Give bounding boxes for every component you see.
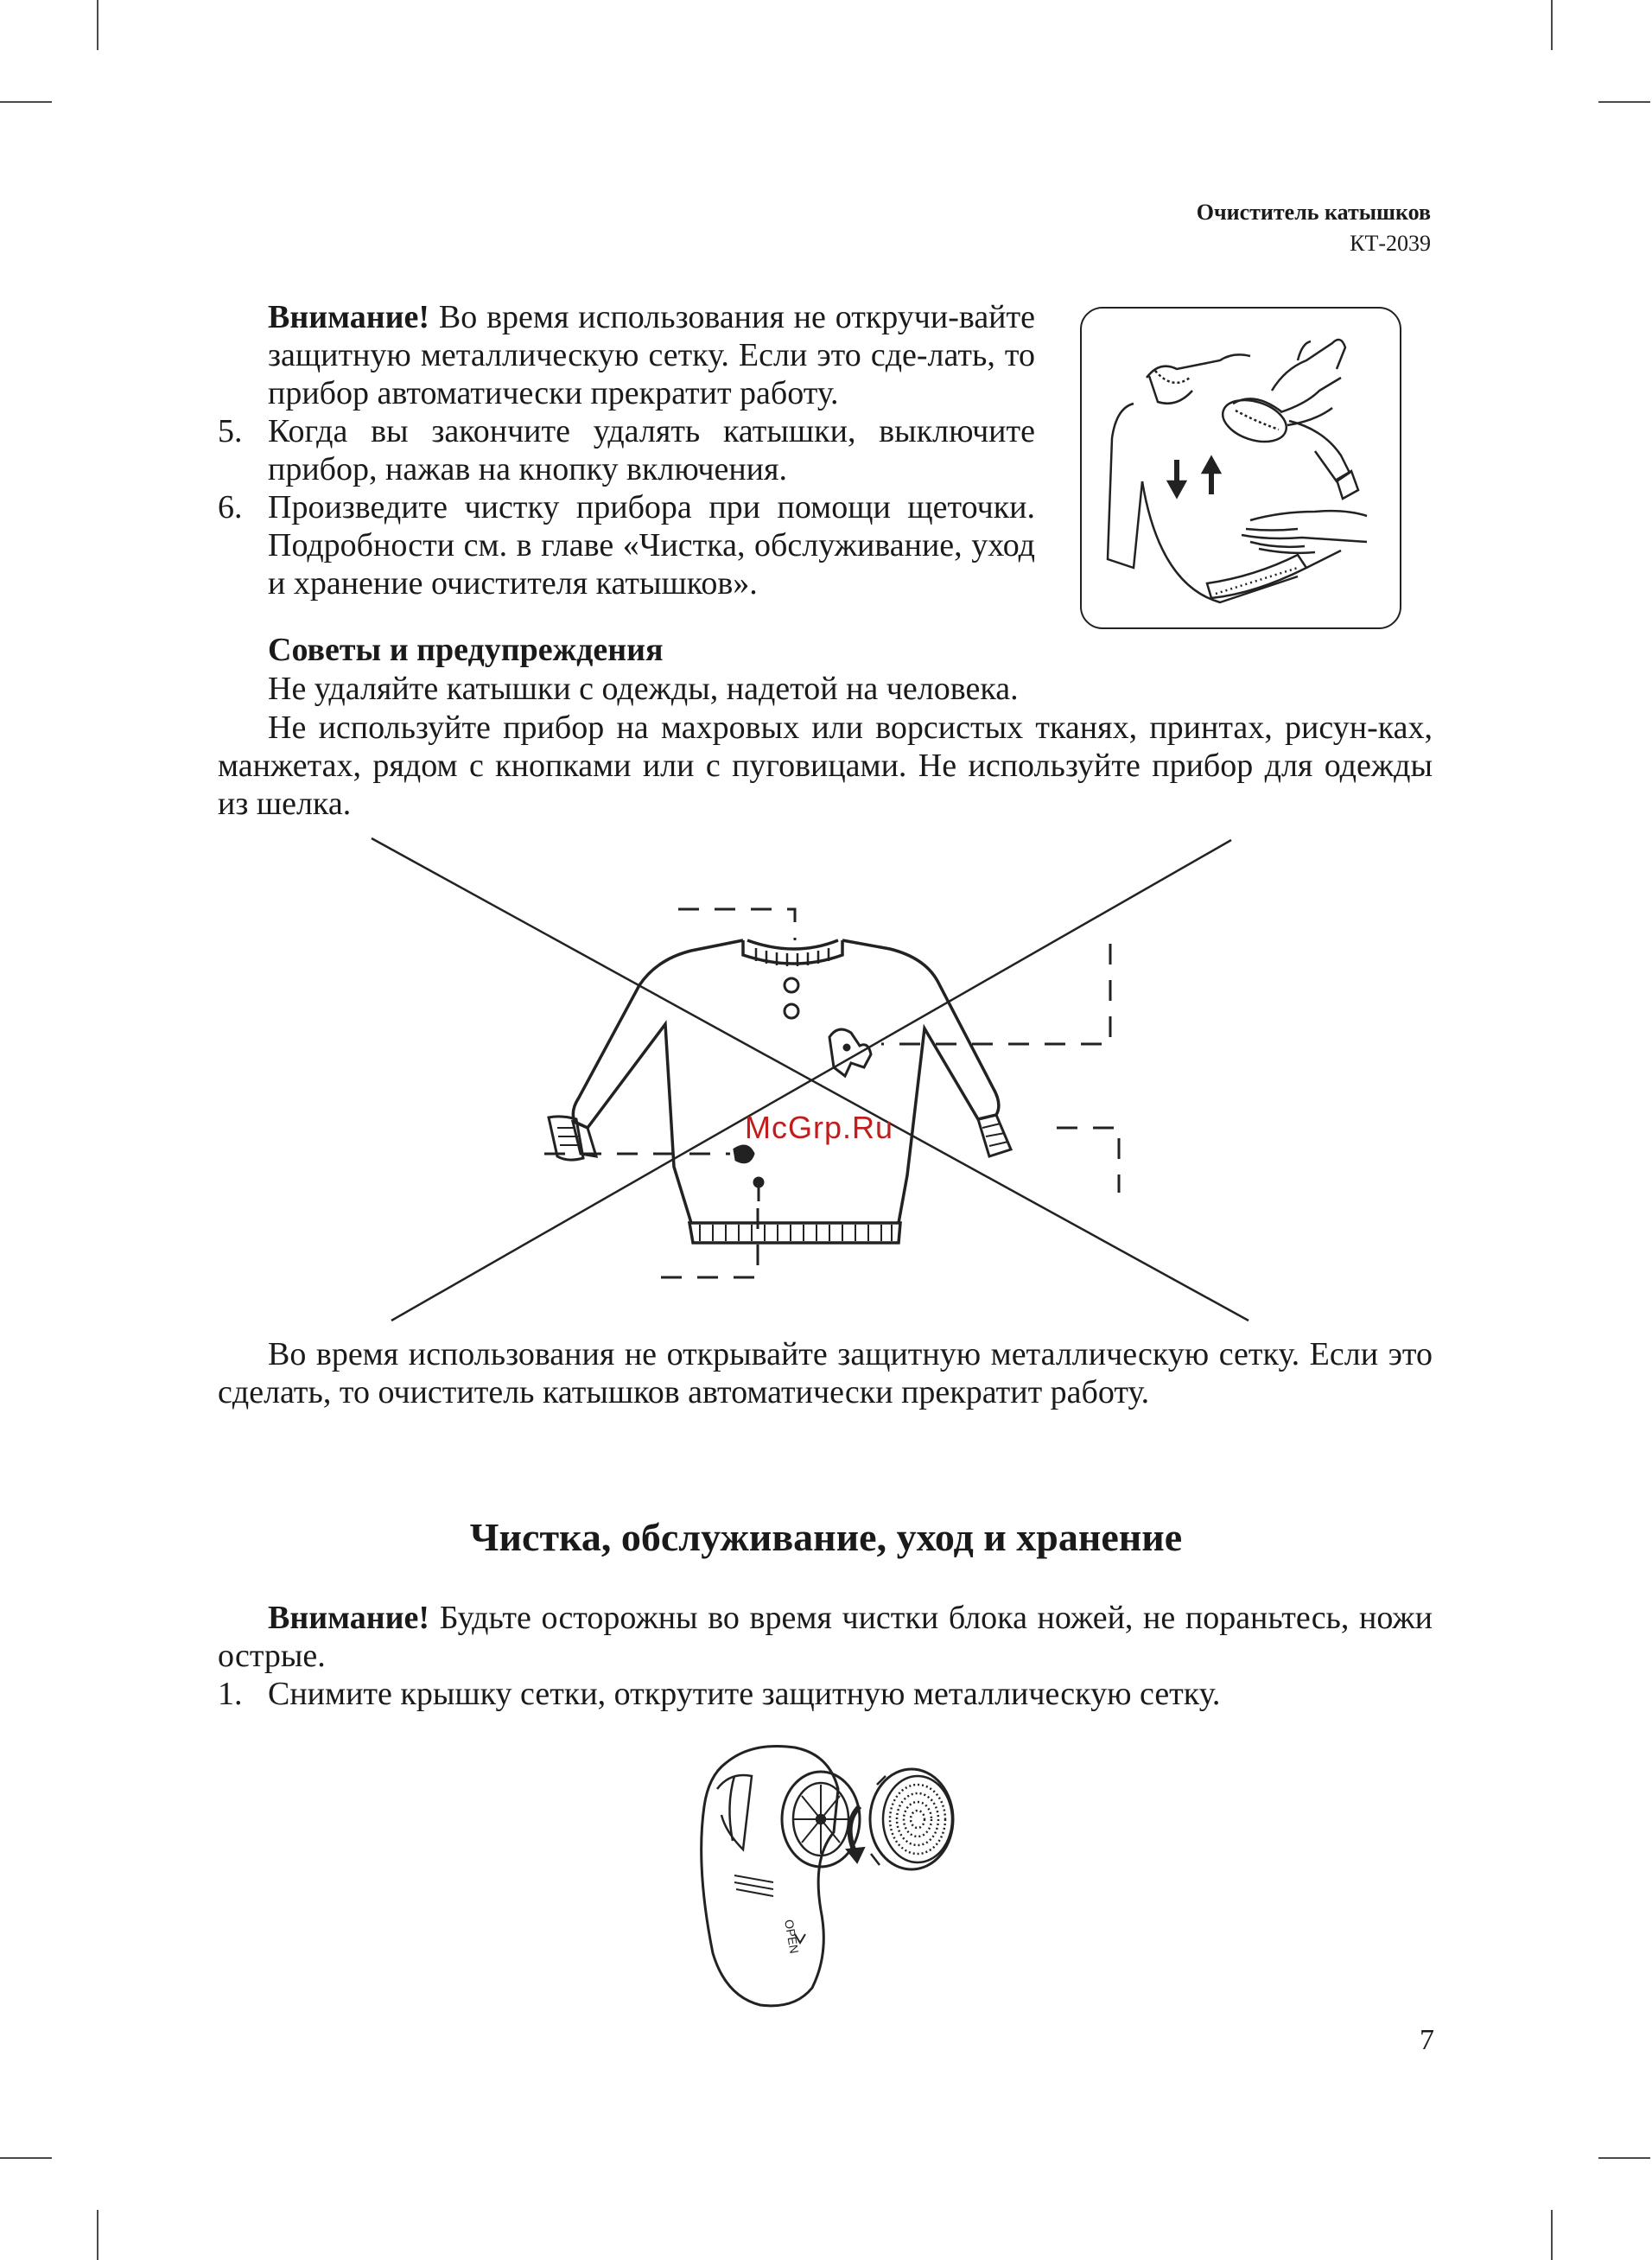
step-number: 1. <box>218 1676 243 1712</box>
note-paragraph <box>218 1335 1433 1411</box>
warning-label: Внимание! <box>268 299 430 335</box>
crop-mark <box>0 2157 52 2159</box>
section-title: Чистка, обслуживание, уход и хранение <box>469 1515 1183 1559</box>
page-header <box>1197 197 1431 259</box>
header-model: КТ-2039 <box>1350 231 1431 256</box>
usage-illustration <box>1080 307 1401 629</box>
step-text: Снимите крышку сетки, открутите защитную металлическую сетку. <box>268 1676 1221 1712</box>
crop-mark <box>1598 101 1650 103</box>
crop-mark <box>1551 2210 1553 2260</box>
warning-text: Во время использования не откручи-вайте защитную металлическую сетку. Если это сде-лать, то прибор автоматически прекратит работу. <box>268 299 1035 411</box>
watermark: McGrp.Ru <box>745 1110 894 1145</box>
crop-mark <box>1551 0 1553 50</box>
warning-label: Внимание! <box>268 1600 430 1636</box>
cross-line <box>372 838 1249 1321</box>
device-disassembly-figure <box>691 1737 976 2022</box>
cross-line <box>391 840 1231 1321</box>
section-warning-paragraph <box>218 1599 1433 1675</box>
step-number: 6. <box>218 489 243 525</box>
note-text: Во время использования не открывайте защитную металлическую сетку. Если это сделать, то очиститель катышков автоматически прекратит работу. <box>218 1336 1433 1410</box>
crop-mark <box>97 2210 98 2260</box>
crop-mark <box>0 101 52 103</box>
forbidden-sweater-figure <box>328 830 1331 1331</box>
tips-title: Советы и предупреждения <box>268 632 664 668</box>
crop-mark <box>1598 2157 1650 2159</box>
warning-text: Будьте осторожны во время чистки блока ножей, не пораньтесь, ножи острые. <box>218 1600 1433 1674</box>
step-text: Произведите чистку прибора при помощи щеточки. Подробности см. в главе «Чистка, обслуживание, уход и хранение очистителя катышков». <box>268 489 1035 602</box>
device-open-label: OPEN <box>782 1918 802 1955</box>
header-product: Очиститель катышков <box>1196 200 1431 225</box>
tips-paragraph: Не удаляйте катышки с одежды, надетой на человека. <box>268 671 1019 707</box>
crop-mark <box>97 0 98 50</box>
step-number: 5. <box>218 413 243 449</box>
step-text: Когда вы закончите удалять катышки, выключите прибор, нажав на кнопку включения. <box>268 413 1035 487</box>
page-number: 7 <box>1420 2024 1434 2056</box>
tips-text: Не используйте прибор на махровых или ворсистых тканях, принтах, рисун-ках, манжетах, рядом с кнопками или с пуговицами. Не используйте прибор для одежды из шелка. <box>218 710 1433 822</box>
tips-paragraph <box>218 709 1433 823</box>
warning-paragraph <box>268 298 1035 412</box>
sweater-hand-drawing <box>1082 309 1403 631</box>
